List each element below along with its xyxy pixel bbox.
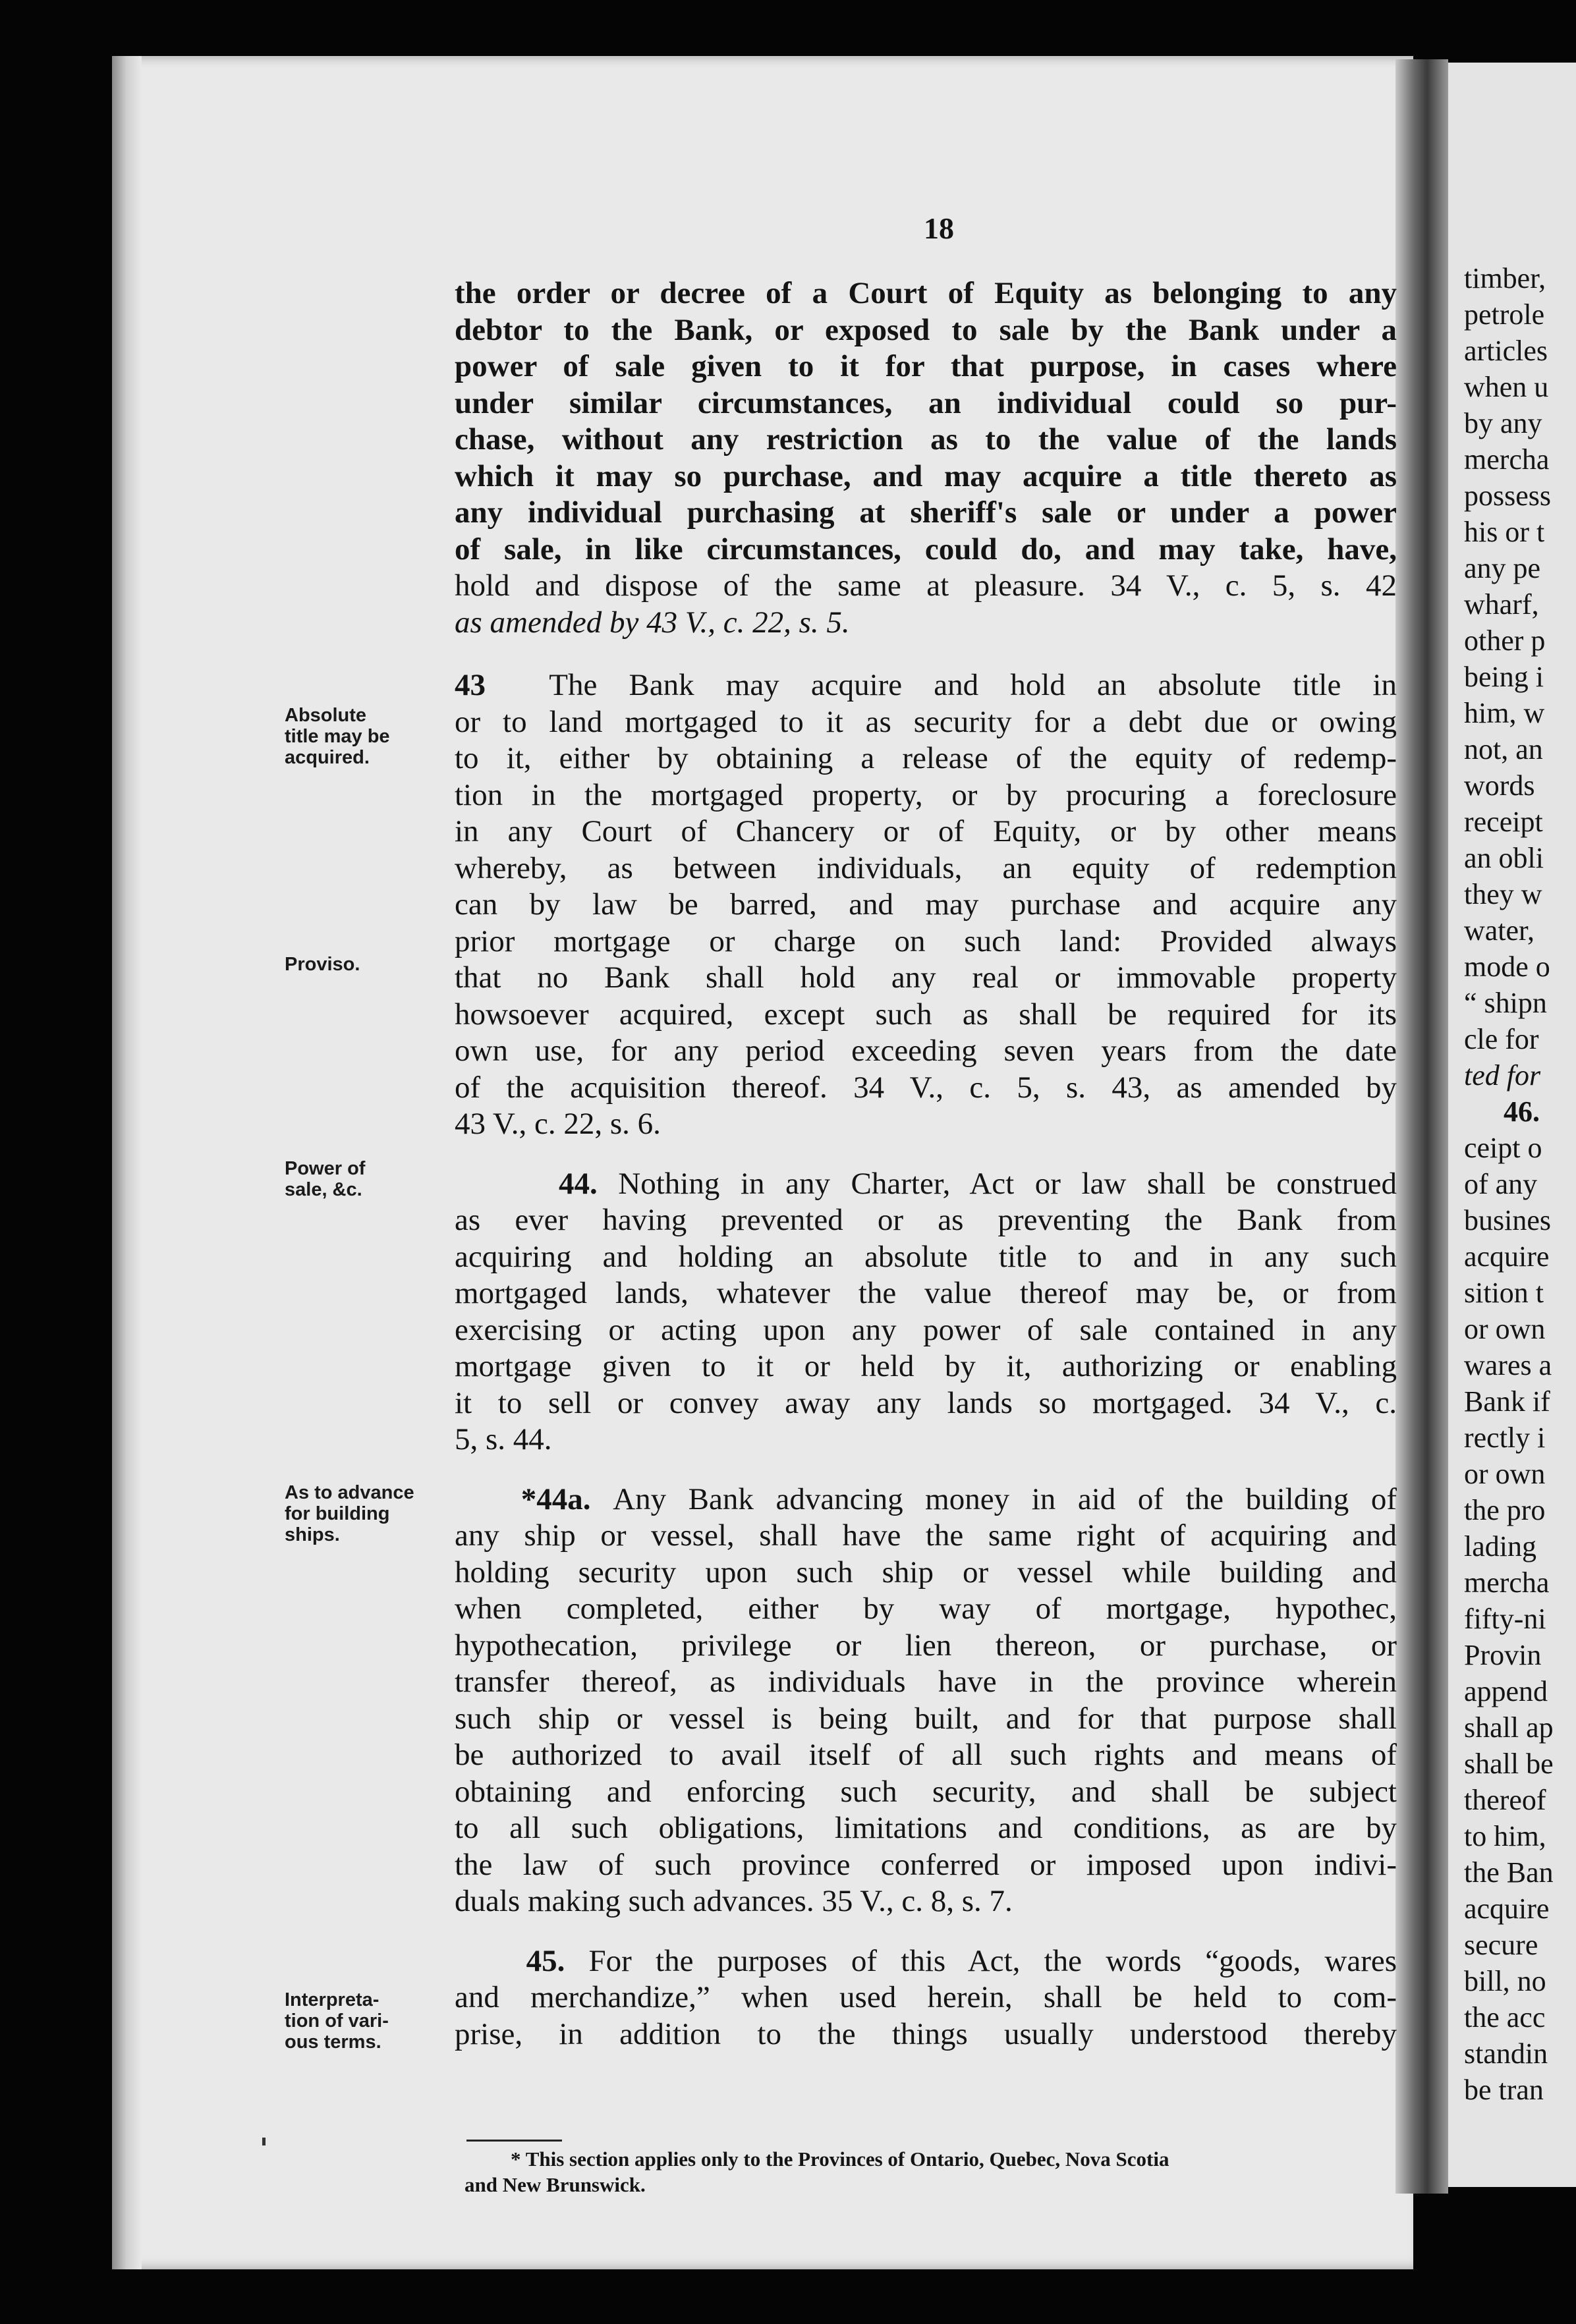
margin-note-line: Absolute (285, 705, 367, 726)
text-line: duals making such advances. 35 V., c. 8, s. 7. (455, 1884, 1013, 1918)
margin-note-line: sale, &c. (285, 1179, 362, 1200)
right-page-line: lading (1464, 1530, 1536, 1563)
text-line: obtaining and enforcing such security, and shall be subject (455, 1774, 1397, 1809)
right-page-line: cle for (1464, 1023, 1539, 1055)
text-line: such ship or vessel is being built, and for that purpose shall (455, 1701, 1397, 1736)
text-line: prise, in addition to the things usually understood thereby (455, 2016, 1397, 2051)
right-page-line: be tran (1464, 2074, 1544, 2106)
section-number: 44. (558, 1166, 598, 1201)
right-page-line: wharf, (1464, 588, 1539, 621)
right-page-line: any pe (1464, 552, 1541, 584)
text-line: mortgage given to it or held by it, authorizing or enabling (455, 1349, 1397, 1383)
right-page-line: mode o (1464, 951, 1550, 983)
text-line: of the acquisition thereof. 34 V., c. 5, s. 43, as amended by (455, 1070, 1397, 1105)
text-line: holding security upon such ship or vessel while building and (455, 1555, 1397, 1590)
right-page-line: water, (1464, 914, 1534, 947)
text-line: 5, s. 44. (455, 1422, 552, 1456)
text-line: tion in the mortgaged property, or by procuring a foreclosure (455, 777, 1397, 812)
text-line: which it may so purchase, and may acquire a title thereto as (455, 458, 1397, 493)
right-page-line: being i (1464, 661, 1544, 693)
right-page-line: receipt (1464, 806, 1543, 838)
right-page-line: or own (1464, 1313, 1546, 1345)
footnote-line: and New Brunswick. (464, 2173, 646, 2196)
section-first-line (455, 1943, 1397, 1980)
right-page-line: busines (1464, 1204, 1551, 1236)
text-line: The Bank may acquire and hold an absolute title in (549, 668, 1397, 702)
right-page-line: Provin (1464, 1639, 1542, 1671)
text-line: Nothing in any Charter, Act or law shall be construed (618, 1166, 1397, 1201)
text-line: debtor to the Bank, or exposed to sale by the Bank under a (455, 312, 1397, 347)
right-page-line: shall ap (1464, 1711, 1554, 1744)
margin-note-advance-ships (285, 1482, 436, 1545)
right-page-line: to him, (1464, 1820, 1546, 1852)
right-page-text (1464, 260, 1576, 2108)
text-line: For the purposes of this Act, the words “goods, wares (588, 1943, 1397, 1978)
text-line: power of sale given to it for that purpose, in cases where (455, 349, 1397, 383)
text-line: and merchandize,” when used herein, shall be held to com- (455, 1980, 1397, 2014)
right-page-line: him, w (1464, 697, 1545, 729)
right-page-line: acquire (1464, 1893, 1550, 1925)
text-line: howsoever acquired, except such as shall be required for its (455, 997, 1397, 1032)
text-line: in any Court of Chancery or of Equity, or by other means (455, 814, 1397, 848)
text-line: 43 V., c. 22, s. 6. (455, 1107, 661, 1141)
text-line: hypothecation, privilege or lien thereon, or purchase, or (455, 1628, 1397, 1663)
text-line: when completed, either by way of mortgage, hypothec, (455, 1591, 1397, 1626)
text-line: own use, for any period exceeding seven years from the date (455, 1034, 1397, 1068)
text-line: any individual purchasing at sheriff's sale or under a power (455, 495, 1397, 530)
text-line: transfer thereof, as individuals have in the province wherein (455, 1665, 1397, 1699)
main-text (455, 275, 1397, 2076)
section-number: 45. (526, 1943, 565, 1978)
text-line: the law of such province conferred or imposed upon indivi- (455, 1847, 1397, 1882)
margin-note-line: for building (285, 1503, 390, 1524)
print-speck (262, 2138, 266, 2145)
margin-note-line: ships. (285, 1524, 340, 1545)
margin-note-proviso: Proviso. (285, 954, 360, 975)
right-page-line: his or t (1464, 516, 1545, 548)
margin-note-line: Power of (285, 1158, 366, 1179)
footnote-line: * This section applies only to the Provinces of Ontario, Quebec, Nova Scotia (511, 2147, 1169, 2171)
section-first-line (455, 1481, 1397, 1518)
section-number: *44a. (521, 1481, 591, 1516)
margin-note-line: tion of vari- (285, 2010, 389, 2032)
right-page-line: words (1464, 769, 1535, 802)
margin-note-line: Interpreta- (285, 1989, 380, 2010)
section-44a (455, 1481, 1397, 1920)
right-page-line: the acc (1464, 2001, 1546, 2034)
text-line: be authorized to avail itself of all such rights and means of (455, 1738, 1397, 1772)
right-page-line: petrole (1464, 298, 1545, 331)
section-number: 43 (455, 668, 486, 702)
right-page-line: bill, no (1464, 1965, 1546, 1997)
text-line: chase, without any restriction as to the value of the lands (455, 422, 1397, 456)
right-page-line: ted for (1464, 1059, 1541, 1092)
text-line: the order or decree of a Court of Equity as belonging to any (455, 276, 1397, 310)
right-page-line: acquire (1464, 1240, 1550, 1273)
right-page-line: possess (1464, 480, 1552, 512)
margin-note-line: acquired. (285, 747, 370, 768)
right-page-line: standin (1464, 2037, 1548, 2070)
text-line: as amended by 43 V., c. 22, s. 5. (455, 605, 850, 640)
section-45 (455, 1943, 1397, 2053)
right-page-line: fifty-ni (1464, 1603, 1546, 1635)
right-page-line: mercha (1464, 1566, 1550, 1599)
right-page-line: “ shipn (1464, 987, 1547, 1019)
text-line: under similar circumstances, an individual could so pur- (455, 385, 1397, 420)
right-page-line: shall be (1464, 1748, 1554, 1780)
text-line: Any Bank advancing money in aid of the building of (613, 1481, 1397, 1516)
right-page-line: timber, (1464, 262, 1546, 294)
right-page-line: mercha (1464, 443, 1550, 476)
right-page-line: append (1464, 1675, 1548, 1707)
book-gutter (1395, 59, 1448, 2194)
text-line: exercising or acting upon any power of sale contained in any (455, 1312, 1397, 1347)
text-line: of sale, in like circumstances, could do, and may take, have, (455, 532, 1397, 567)
right-page-line: rectly i (1464, 1422, 1546, 1454)
margin-note-line: title may be (285, 726, 390, 747)
right-page-line: or own (1464, 1458, 1546, 1490)
margin-note-absolute-title (285, 705, 436, 768)
right-page-line: 46. (1504, 1095, 1540, 1128)
right-page-line: the pro (1464, 1494, 1546, 1526)
text-line: it to sell or convey away any lands so mortgaged. 34 V., c. (455, 1385, 1397, 1420)
text-line: mortgaged lands, whatever the value thereof may be, or from (455, 1276, 1397, 1310)
text-line: prior mortgage or charge on such land: Provided always (455, 924, 1397, 958)
page-number: 18 (924, 211, 954, 245)
text-line: to it, either by obtaining a release of the equity of redemp- (455, 741, 1397, 775)
text-line: that no Bank shall hold any real or immovable property (455, 960, 1397, 995)
text-line: can by law be barred, and may purchase and acquire any (455, 887, 1397, 922)
text-line: to all such obligations, limitations and conditions, as are by (455, 1811, 1397, 1845)
footnote-rule (466, 2140, 562, 2142)
margin-note-line: As to advance (285, 1482, 414, 1503)
text-line: as ever having prevented or as preventing the Bank from (455, 1203, 1397, 1237)
right-page-line: the Ban (1464, 1856, 1554, 1889)
margin-note-power-of-sale (285, 1158, 436, 1200)
right-page-line: of any (1464, 1168, 1538, 1200)
right-page-line: by any (1464, 407, 1542, 439)
margin-note-line: ous terms. (285, 2032, 381, 2053)
right-page-line: when u (1464, 371, 1549, 403)
right-page-line: wares a (1464, 1349, 1552, 1381)
right-page-line: other p (1464, 624, 1546, 657)
right-page-line: articles (1464, 335, 1548, 367)
right-page-line: an obli (1464, 842, 1544, 874)
right-page-line: sition t (1464, 1277, 1544, 1309)
text-line: hold and dispose of the same at pleasure. 34 V., c. 5, s. 42 (455, 568, 1397, 603)
text-line: or to land mortgaged to it as security for a debt due or owing (455, 704, 1397, 739)
right-page-line: not, an (1464, 733, 1543, 765)
section-first-line (455, 667, 1397, 704)
margin-note-interpretation (285, 1989, 436, 2053)
text-line: any ship or vessel, shall have the same right of acquiring and (455, 1518, 1397, 1553)
right-page-line: they w (1464, 878, 1542, 910)
section-first-line (455, 1166, 1397, 1203)
section-43 (455, 667, 1397, 1143)
continued-paragraph (455, 275, 1397, 641)
right-page-line: Bank if (1464, 1385, 1550, 1418)
right-page-line: thereof (1464, 1784, 1546, 1816)
section-44 (455, 1166, 1397, 1458)
footnote (464, 2146, 1400, 2198)
right-page-line: secure (1464, 1929, 1538, 1961)
text-line: acquiring and holding an absolute title to and in any such (455, 1239, 1397, 1274)
text-line: whereby, as between individuals, an equity of redemption (455, 850, 1397, 885)
right-page-line: ceipt o (1464, 1132, 1542, 1164)
